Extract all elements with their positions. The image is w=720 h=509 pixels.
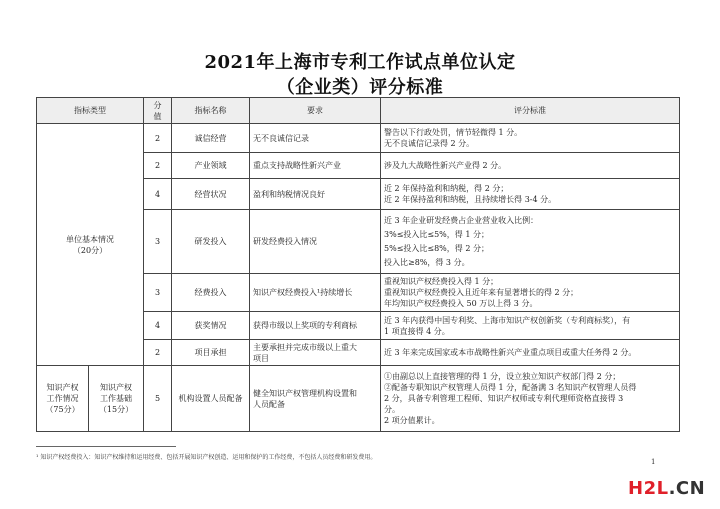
row-requirement — [250, 210, 381, 274]
requirement-line: 重点支持战略性新兴产业 — [253, 161, 341, 170]
row-requirement — [250, 179, 381, 210]
criteria-line: 无不良诚信记录得 2 分。 — [384, 139, 475, 148]
criteria-line: 重视知识产权经费投入且近年来有显著增长的得 2 分； — [384, 288, 579, 297]
header-requirement: 要求 — [250, 98, 381, 124]
watermark-logo — [628, 478, 705, 499]
watermark-part1: H2L — [628, 478, 669, 499]
group-ip-foundation — [89, 366, 144, 432]
criteria-line: 2 分，具备专利管理工程师、知识产权师或专利代理师资格直接得 3 — [384, 394, 624, 403]
watermark-part2: .CN — [668, 478, 706, 499]
group-basic-info — [37, 124, 144, 366]
criteria-line: 警告以下行政处罚，情节轻微得 1 分。 — [384, 128, 523, 137]
row-name: 经费投入 — [172, 274, 250, 312]
group-ip-work — [37, 366, 89, 432]
criteria-line: 3%≤投入比≤5%，得 1 分； — [384, 229, 489, 239]
row-requirement — [250, 274, 381, 312]
row-name: 诚信经营 — [172, 124, 250, 153]
row-name: 获奖情况 — [172, 312, 250, 340]
row-requirement — [250, 340, 381, 366]
row-criteria — [381, 366, 680, 432]
requirement-line: 研发经费投入情况 — [253, 237, 317, 246]
group-ip-work-label: 工作情况 — [46, 394, 79, 403]
row-criteria — [381, 274, 680, 312]
row-name: 项目承担 — [172, 340, 250, 366]
row-score: 3 — [144, 210, 172, 274]
requirement-line: 健全知识产权管理机构设置和 — [253, 388, 357, 398]
requirement-line: 获得市级以上奖项的专利商标 — [253, 321, 357, 330]
row-name: 产业领域 — [172, 153, 250, 179]
row-requirement — [250, 124, 381, 153]
row-name: 研发投入 — [172, 210, 250, 274]
criteria-line: 近 3 年内获得中国专利奖、上海市知识产权创新奖（专利商标奖），有 — [384, 315, 631, 325]
footnote-divider — [36, 446, 176, 447]
header-indicator-type: 指标类型 — [37, 98, 144, 124]
criteria-line: 近 3 年来完成国家或本市战略性新兴产业重点项目或重大任务得 2 分。 — [384, 348, 637, 357]
row-criteria — [381, 210, 680, 274]
criteria-line: 重视知识产权经费投入得 1 分； — [384, 277, 499, 286]
row-requirement — [250, 366, 381, 432]
document-title-line1: 2021年上海市专利工作试点单位认定 — [204, 52, 516, 73]
row-score: 4 — [144, 179, 172, 210]
row-name: 经营状况 — [172, 179, 250, 210]
header-score-a: 分 — [153, 100, 162, 110]
requirement-line: 人员配备 — [253, 399, 285, 409]
criteria-line: 近 2 年保持盈利和纳税，且持续增长得 3-4 分。 — [384, 195, 557, 204]
header-indicator-name: 指标名称 — [172, 98, 250, 124]
criteria-line: 近 3 年企业研发经费占企业营业收入比例： — [384, 215, 539, 225]
criteria-line: 近 2 年保持盈利和纳税，得 2 分； — [384, 184, 509, 193]
group-ip-work-score: （75分） — [45, 405, 80, 414]
row-score: 4 — [144, 312, 172, 340]
footnote: ¹ 知识产权经费投入：知识产权维持和运用经费、包括开展知识产权创造、运用和保护的工作经费，不包括人员经费和研发费用。 — [36, 454, 377, 461]
row-criteria — [381, 340, 680, 366]
row-criteria — [381, 124, 680, 153]
requirement-line: 无不良诚信记录 — [253, 133, 309, 143]
criteria-line: 分。 — [384, 405, 400, 414]
row-score: 2 — [144, 340, 172, 366]
requirement-line: 知识产权经费投入¹持续增长 — [253, 288, 353, 297]
header-criteria: 评分标准 — [381, 98, 680, 124]
group-basic-info-label: 单位基本情况 — [66, 234, 114, 244]
group-basic-info-score: （20分） — [72, 245, 108, 255]
criteria-line: 1 项直接得 4 分。 — [384, 326, 450, 336]
criteria-line: 年均知识产权经费投入 50 万以上得 3 分。 — [384, 299, 538, 308]
group-ip-work-label: 知识产权 — [46, 383, 79, 392]
row-criteria — [381, 179, 680, 210]
group-ip-foundation-label: 知识产权 — [100, 383, 132, 392]
header-score — [144, 98, 172, 124]
page-number: 1 — [651, 458, 656, 466]
criteria-line: 5%≤投入比≤8%，得 2 分； — [384, 243, 489, 253]
row-score: 2 — [144, 124, 172, 153]
scoring-table — [36, 97, 680, 432]
requirement-line: 主要承担并完成市级以上重大 — [253, 342, 357, 352]
table-row — [37, 366, 680, 432]
header-row — [37, 98, 680, 124]
row-name: 机构设置人员配备 — [172, 366, 250, 432]
row-criteria — [381, 153, 680, 179]
row-score: 2 — [144, 153, 172, 179]
criteria-line: 2 项分值累计。 — [384, 416, 440, 425]
table-row — [37, 124, 680, 153]
group-ip-foundation-label: 工作基础 — [100, 394, 132, 403]
criteria-line: ①由副总以上直接管理的得 1 分，设立独立知识产权部门得 2 分； — [384, 372, 621, 381]
requirement-line: 盈利和纳税情况良好 — [253, 189, 325, 199]
document-title-line2: （企业类）评分标准 — [276, 77, 444, 98]
group-ip-foundation-score: （15分） — [98, 405, 134, 414]
row-score: 5 — [144, 366, 172, 432]
row-criteria — [381, 312, 680, 340]
criteria-line: ②配备专职知识产权管理人员得 1 分，配备满 3 名知识产权管理人员得 — [384, 383, 637, 392]
criteria-line: 投入比≥8%，得 3 分。 — [384, 257, 470, 267]
row-score: 3 — [144, 274, 172, 312]
row-requirement — [250, 153, 381, 179]
criteria-line: 涉及九大战略性新兴产业得 2 分。 — [384, 161, 507, 170]
requirement-line: 项目 — [253, 353, 269, 363]
header-score-b: 值 — [153, 111, 162, 121]
row-requirement — [250, 312, 381, 340]
